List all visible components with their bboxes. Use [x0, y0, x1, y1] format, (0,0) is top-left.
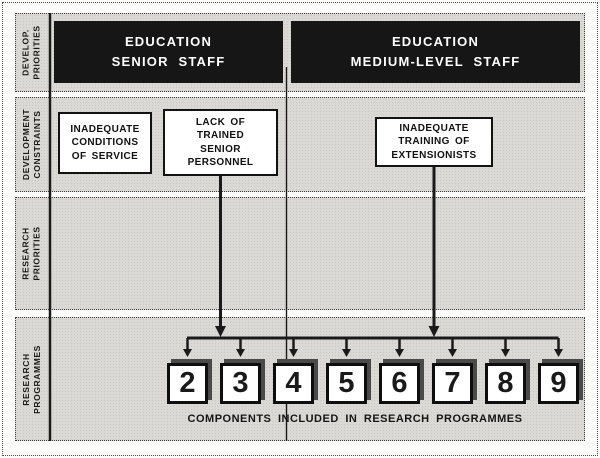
programme-number: 2	[179, 367, 196, 399]
constraint-line: LACK OF	[195, 117, 246, 129]
header-line: EDUCATION	[391, 33, 480, 49]
band-research-priorities	[15, 197, 585, 310]
programme-component-box-6	[379, 363, 420, 404]
programme-component-box-9	[538, 363, 579, 404]
row-label-line: DEVELOPMENT	[21, 108, 32, 181]
header-education-medium-level-staff	[291, 21, 580, 83]
programme-component-box-4	[273, 363, 314, 404]
programme-number: 5	[338, 367, 355, 399]
programme-number: 7	[444, 367, 461, 399]
figure-caption: COMPONENTS INCLUDED IN RESEARCH PROGRAMMES	[187, 413, 523, 425]
row-label-line: PRIORITIES	[32, 226, 43, 281]
programme-component-box-3	[220, 363, 261, 404]
row-label-line: CONSTRAINTS	[32, 110, 43, 179]
programme-number: 6	[391, 367, 408, 399]
row-label-line: DEVELOP.	[21, 29, 32, 76]
programme-number: 8	[497, 367, 514, 399]
constraint-line: SENIOR	[200, 143, 241, 155]
research-priorities-diagram	[15, 13, 585, 441]
constraint-line: TRAINING OF	[398, 136, 470, 148]
constraint-line: EXTENSIONISTS	[391, 149, 477, 161]
programme-component-box-2	[167, 363, 208, 404]
constraint-line: PERSONNEL	[187, 156, 254, 168]
constraint-box-conditions-of-service	[58, 112, 152, 174]
row-label-line: RESEARCH	[21, 352, 32, 406]
row-label-development-constraints	[15, 97, 50, 192]
constraint-line: TRAINED	[196, 130, 245, 142]
row-label-line: PRIORITIES	[32, 25, 43, 80]
header-line: MEDIUM-LEVEL STAFF	[350, 54, 521, 69]
programme-number: 4	[285, 367, 302, 399]
constraint-line: OF SERVICE	[71, 150, 139, 162]
row-label-develop-priorities	[15, 13, 50, 92]
constraint-box-training-of-extensionists	[375, 117, 493, 167]
programme-component-box-8	[485, 363, 526, 404]
header-line: EDUCATION	[124, 33, 213, 49]
programme-number: 9	[550, 367, 567, 399]
header-education-senior-staff	[54, 21, 283, 83]
constraint-line: CONDITIONS	[71, 137, 139, 149]
programme-component-box-7	[432, 363, 473, 404]
constraint-line: INADEQUATE	[70, 124, 140, 136]
programme-number: 3	[232, 367, 249, 399]
constraint-line: INADEQUATE	[399, 123, 469, 135]
row-label-research-programmes	[15, 317, 50, 441]
row-label-research-priorities	[15, 197, 50, 310]
row-label-line: PROGRAMMES	[32, 344, 43, 414]
row-label-line: RESEARCH	[21, 227, 32, 280]
constraint-box-trained-senior-personnel	[163, 109, 278, 176]
programme-component-box-5	[326, 363, 367, 404]
header-line: SENIOR STAFF	[111, 54, 226, 69]
